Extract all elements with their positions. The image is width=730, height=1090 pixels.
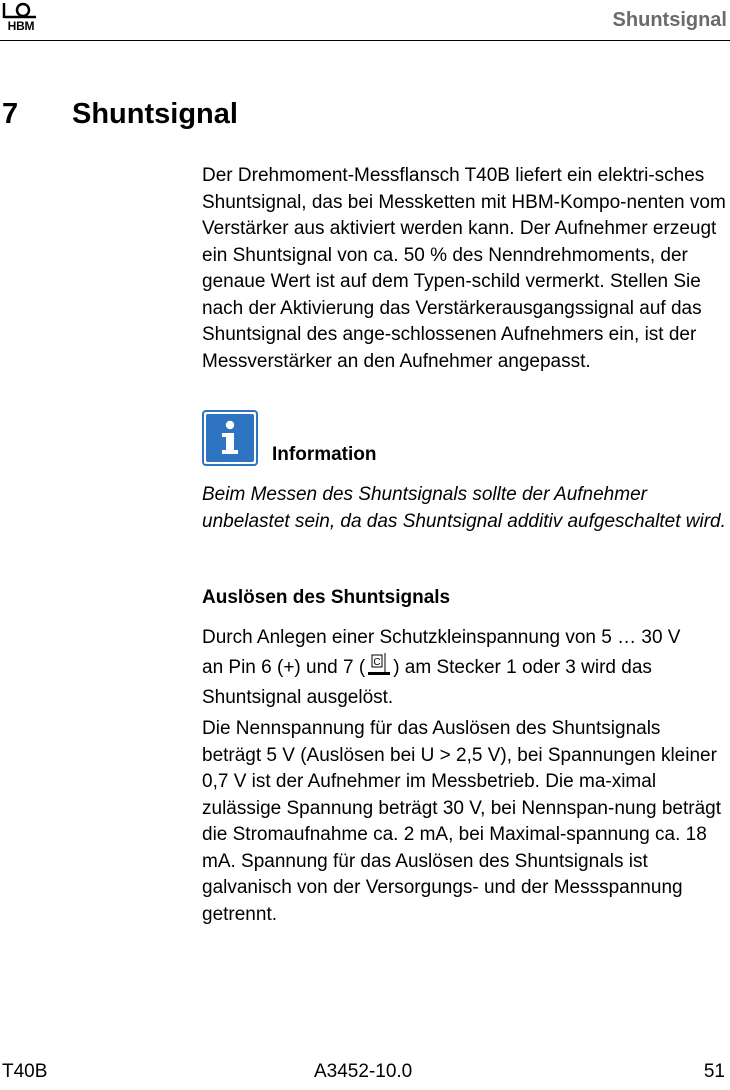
trigger-line-3: Shuntsignal ausgelöst.: [202, 687, 394, 708]
ground-symbol-icon: [366, 653, 392, 679]
footer-document-number: A3452-10.0: [314, 1061, 413, 1082]
information-label: Information: [272, 444, 377, 465]
intro-text: Der Drehmoment-Messflansch T40B liefert ein elektri-sches Shuntsignal, das bei Messketten mit HBM-Kompo-nenten vom Verstärker aus aktiviert werden kann. Der Aufnehmer erzeugt ein Shuntsignal von ca. 50 % des Nenndrehmoments, der genaue Wert ist auf dem Typen-schild vermerkt. Stellen Sie nach der Aktivierung das Verstärkerausgangssignal auf das Shuntsignal des ange-schlossenen Aufnehmers ein, ist der Messverstärker an den Aufnehmer angepasst.: [202, 165, 726, 372]
footer-product: T40B: [2, 1061, 48, 1082]
trigger-paragraph: [202, 623, 730, 713]
information-icon: [202, 410, 258, 466]
hbm-logo: [2, 2, 38, 34]
trigger-line-2-end: ) am Stecker 1 oder 3 wird das: [393, 657, 652, 678]
trigger-line-2: [202, 653, 730, 683]
logo-text: HBM: [7, 19, 35, 33]
information-text: Beim Messen des Shuntsignals sollte der Aufnehmer unbelastet sein, da das Shuntsignal additiv aufgeschaltet wird.: [202, 484, 726, 532]
header-divider: [0, 40, 730, 41]
page-number: 51: [703, 1061, 725, 1082]
running-title: Shuntsignal: [612, 9, 727, 31]
chapter-number: 7: [2, 98, 19, 130]
nominal-voltage-paragraph: Die Nennspannung für das Auslösen des Shuntsignals beträgt 5 V (Auslösen bei U > 2,5 V), bei Spannungen kleiner 0,7 V ist der Aufnehmer im Messbetrieb. Die ma-ximal zulässige Spannung beträgt 30 V, bei Nennspan-nung beträgt die Stromaufnahme ca. 2 mA, bei Maximal-spannung ca. 18 mA. Spannung für das Auslösen des Shuntsignals ist galvanisch von der Versorgungs- und der Messspannung getrennt.: [202, 718, 722, 925]
intro-paragraph: [202, 163, 730, 375]
ground-symbol-letter: C: [373, 657, 381, 668]
trigger-line-2-start: an Pin 6 (+) und 7 (: [202, 657, 366, 678]
chapter-title: Shuntsignal: [72, 98, 238, 130]
trigger-line-1: Durch Anlegen einer Schutzkleinspannung von 5 … 30 V: [202, 627, 681, 648]
section-heading: Auslösen des Shuntsignals: [202, 587, 451, 608]
